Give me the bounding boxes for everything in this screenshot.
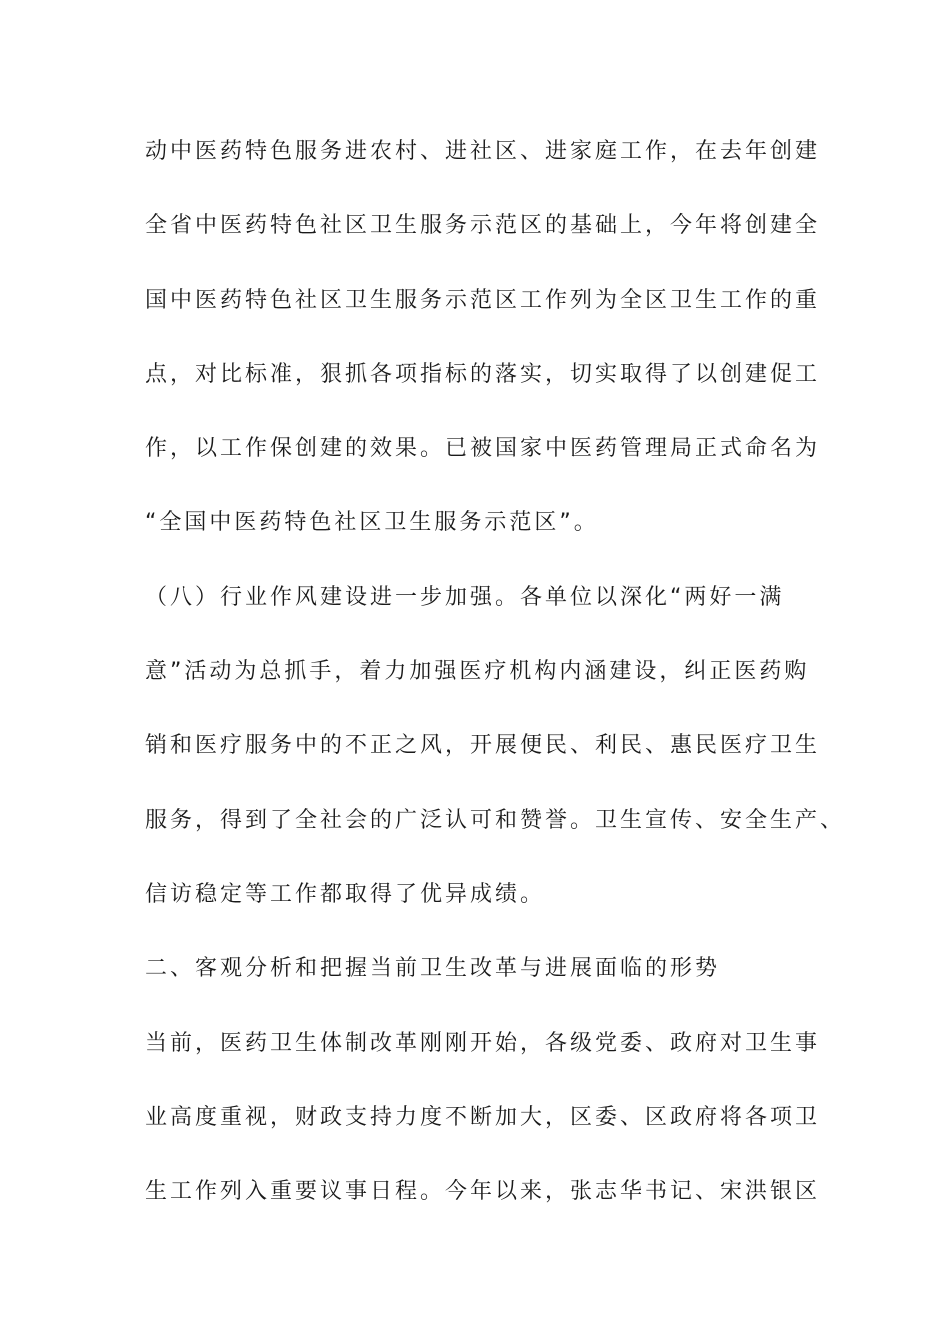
text-line: 作，以工作保创建的效果。已被国家中医药管理局正式命名为 xyxy=(145,436,821,462)
section-heading-8: （八）行业作风建设进一步加强。各单位以深化“两好一满 xyxy=(145,584,785,610)
text-line: 业高度重视，财政支持力度不断加大，区委、区政府将各项卫 xyxy=(145,1104,821,1130)
text-line: 国中医药特色社区卫生服务示范区工作列为全区卫生工作的重 xyxy=(145,287,821,313)
text-line: 服务，得到了全社会的广泛认可和赞誉。卫生宣传、安全生产、 xyxy=(145,807,846,833)
text-line: 全省中医药特色社区卫生服务示范区的基础上，今年将创建全 xyxy=(145,213,821,239)
body-text xyxy=(145,130,845,1244)
text-line: 销和医疗服务中的不正之风，开展便民、利民、惠民医疗卫生 xyxy=(145,733,821,759)
text-line: 生工作列入重要议事日程。今年以来，张志华书记、宋洪银区 xyxy=(145,1179,821,1205)
text-line: 当前，医药卫生体制改革刚刚开始，各级党委、政府对卫生事 xyxy=(145,1030,821,1056)
text-line: 动中医药特色服务进农村、进社区、进家庭工作，在去年创建 xyxy=(145,139,821,164)
section-heading-2: 二、客观分析和把握当前卫生改革与进展面临的形势 xyxy=(145,956,721,982)
text-line: 信访稳定等工作都取得了优异成绩。 xyxy=(145,881,546,907)
text-line: 意”活动为总抓手，着力加强医疗机构内涵建设，纠正医药购 xyxy=(145,659,810,685)
text-line: “全国中医药特色社区卫生服务示范区”。 xyxy=(145,510,599,536)
text-line: 点，对比标准，狠抓各项指标的落实，切实取得了以创建促工 xyxy=(145,361,821,387)
